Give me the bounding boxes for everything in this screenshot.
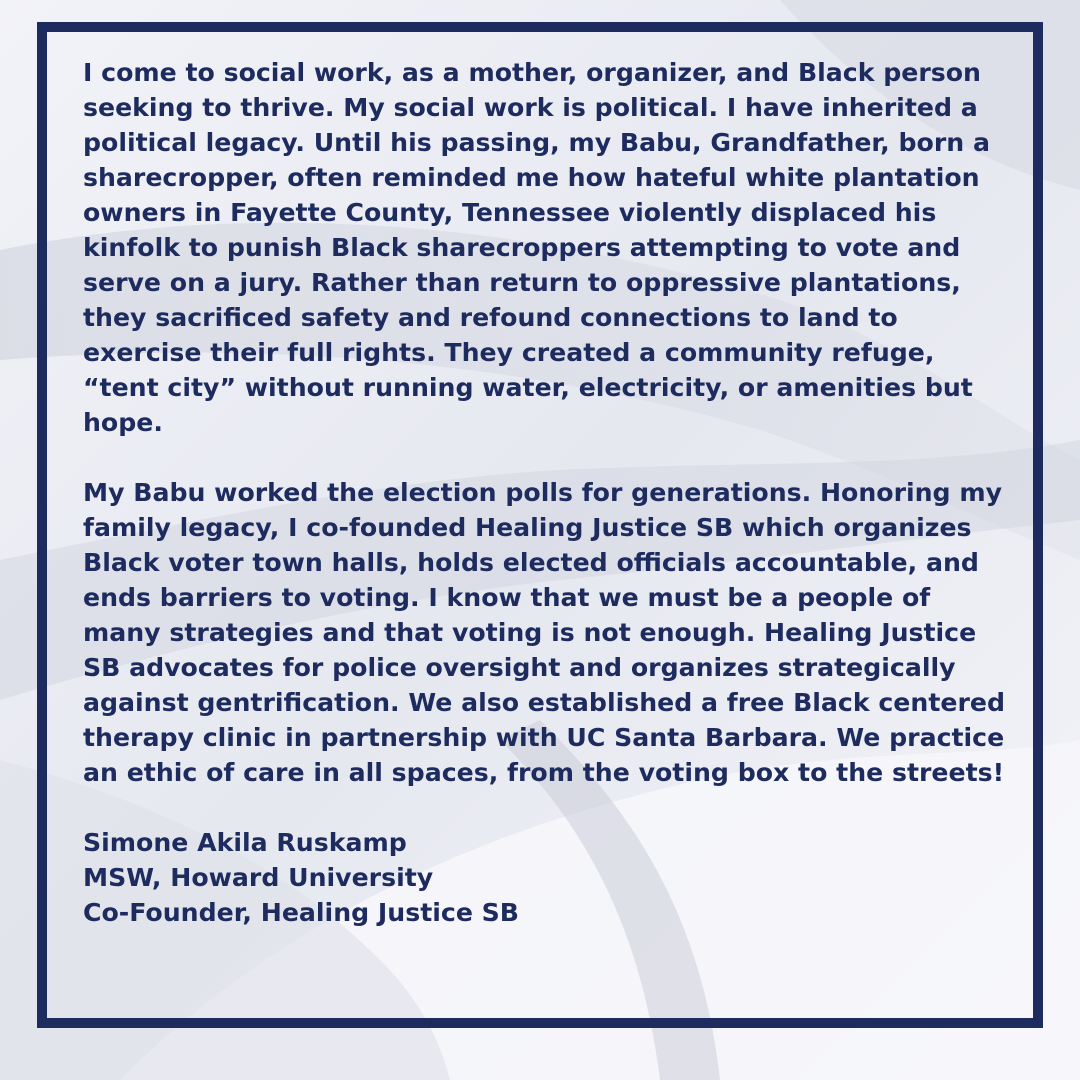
paragraph-spacer: [83, 440, 1013, 475]
statement-paragraph-1: I come to social work, as a mother, organizer, and Black person seeking to thrive. My social work is political. I have inherited a political legacy. Until his passing, my Babu, Grandfather, born a sharecropper, often reminded me how hateful white plantation owners in Fayette County, Tennessee violently displaced his kinfolk to punish Black sharecroppers attempting to vote and serve on a jury. Rather than return to oppressive plantations, they sacrificed safety and refound connections to land to exercise their full rights. They created a community refuge, “tent city” without running water, electricity, or amenities but hope.: [83, 58, 990, 437]
statement-paragraph-2: My Babu worked the election polls for generations. Honoring my family legacy, I co-founded Healing Justice SB which organizes Black voter town halls, holds elected officials accountable, and ends barriers to voting. I know that we must be a people of many strategies and that voting is not enough. Healing Justice SB advocates for police oversight and organizes strategically against gentrification. We also established a free Black centered therapy clinic in partnership with UC Santa Barbara. We practice an ethic of care in all spaces, from the voting box to the streets!: [83, 478, 1005, 787]
signature-block: [83, 825, 1013, 930]
signature-credential: MSW, Howard University: [83, 863, 434, 892]
signature-name: Simone Akila Ruskamp: [83, 828, 407, 857]
signature-role: Co-Founder, Healing Justice SB: [83, 898, 520, 927]
statement-text-block: [83, 55, 1013, 930]
paragraph-spacer: [83, 790, 1013, 825]
